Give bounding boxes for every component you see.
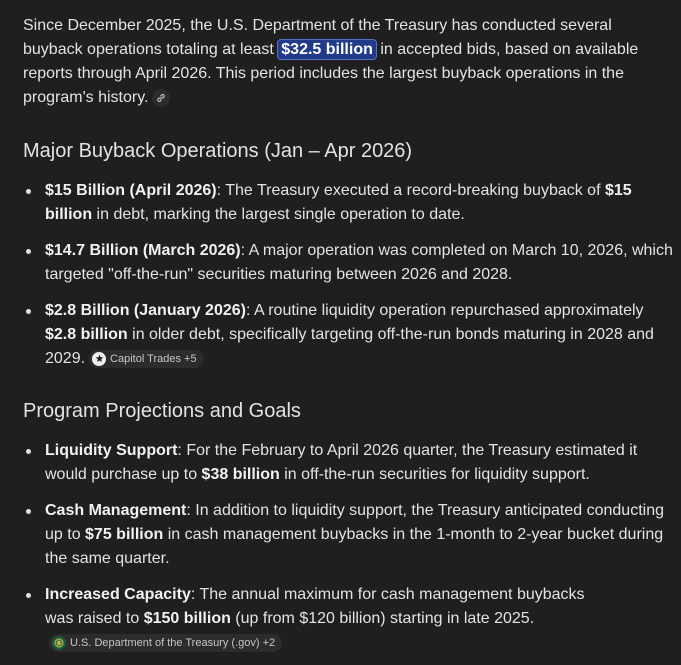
list-item bbox=[23, 499, 673, 571]
item-text: in debt, marking the largest single operation to date. bbox=[92, 206, 465, 223]
item-text: : The annual maximum for cash management buybacks was raised to bbox=[45, 586, 585, 627]
item-text: in off-the-run securities for liquidity support. bbox=[279, 466, 590, 483]
capitol-trades-icon bbox=[92, 352, 106, 366]
item-label: Cash Management bbox=[45, 502, 187, 519]
item-text: in older debt, specifically targeting off-the-run bonds maturing in 2028 and 2029. bbox=[45, 326, 654, 367]
major-operations-list bbox=[23, 179, 673, 371]
item-bold-value: $2.8 billion bbox=[45, 326, 128, 343]
projections-list bbox=[23, 439, 673, 655]
source-chip-label: Capitol Trades +5 bbox=[110, 352, 197, 365]
list-item bbox=[23, 299, 673, 371]
list-item bbox=[23, 239, 673, 287]
item-text: : The Treasury executed a record-breaking buyback of bbox=[216, 182, 605, 199]
source-chip-treasury[interactable] bbox=[49, 634, 282, 652]
item-label: $14.7 Billion (March 2026) bbox=[45, 242, 241, 259]
item-bold-value: $15 billion bbox=[45, 182, 632, 223]
treasury-seal-icon bbox=[52, 636, 66, 650]
section-heading-projections: Program Projections and Goals bbox=[23, 400, 301, 422]
list-item bbox=[23, 439, 673, 487]
source-chip-capitol-trades[interactable] bbox=[89, 350, 204, 368]
item-bold-value: $75 billion bbox=[85, 526, 164, 543]
item-text: (up from $120 billion) starting in late 2025. bbox=[230, 610, 535, 627]
highlighted-total[interactable]: $32.5 billion bbox=[278, 40, 376, 59]
link-icon[interactable] bbox=[152, 89, 170, 107]
item-bold-value: $38 billion bbox=[201, 466, 280, 483]
item-label: $2.8 Billion (January 2026) bbox=[45, 302, 246, 319]
list-item bbox=[23, 179, 673, 227]
item-label: Increased Capacity bbox=[45, 586, 191, 603]
section-heading-major-operations: Major Buyback Operations (Jan – Apr 2026) bbox=[23, 140, 413, 162]
source-chip-label: U.S. Department of the Treasury (.gov) +2 bbox=[70, 636, 276, 649]
intro-text-after: in accepted bids, based on available reports through April 2026. This period includes the largest buyback operations in the program's history. bbox=[23, 41, 639, 106]
item-label: $15 Billion (April 2026) bbox=[45, 182, 217, 199]
item-text: : For the February to April 2026 quarter, the Treasury estimated it would purchase up to bbox=[45, 442, 638, 483]
item-text: in cash management buybacks in the 1-month to 2-year bucket during the same quarter. bbox=[45, 526, 664, 567]
item-text: : A routine liquidity operation repurchased approximately bbox=[245, 302, 644, 319]
list-item bbox=[23, 583, 673, 655]
intro-text-before: Since December 2025, the U.S. Department of the Treasury has conducted several buyback operations totaling at least bbox=[23, 17, 612, 58]
item-text: : A major operation was completed on March 10, 2026, which targeted "off-the-run" securities maturing between 2026 and 2028. bbox=[45, 242, 673, 283]
intro-paragraph bbox=[23, 14, 673, 110]
item-bold-value: $150 billion bbox=[143, 610, 231, 627]
item-text: : In addition to liquidity support, the Treasury anticipated conducting up to bbox=[45, 502, 664, 543]
item-label: Liquidity Support bbox=[45, 442, 178, 459]
